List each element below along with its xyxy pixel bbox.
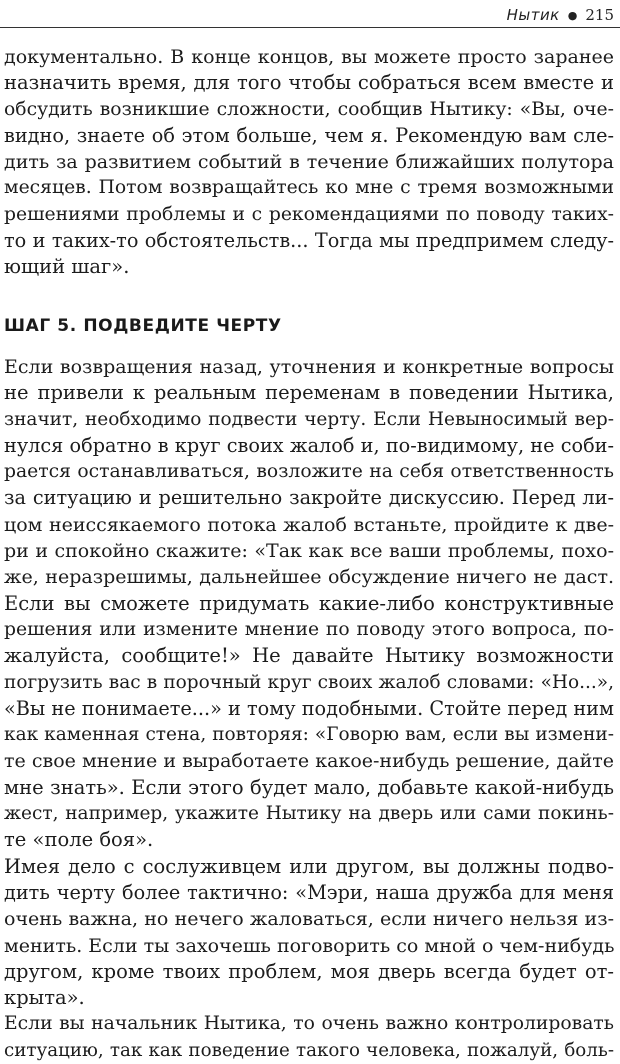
text-line: же, неразрешимы, дальнейшее обсуждение ничего не даст.	[4, 566, 614, 589]
intro-paragraph	[4, 44, 614, 281]
text-line: видно, знаете об этом больше, чем я. Рекомендую вам сле-	[4, 123, 614, 147]
text-line: очень важна, но нечего жаловаться, если ничего нельзя из-	[4, 908, 614, 931]
text-line: рается останавливаться, возложите на себя ответственность	[4, 461, 614, 483]
text-line: Если вы начальник Нытика, то очень важно контролировать	[4, 1013, 614, 1035]
text-line: месяцев. Потом возвращайтесь ко мне с тремя возможными	[4, 177, 614, 199]
section-heading: ШАГ 5. ПОДВЕДИТЕ ЧЕРТУ	[4, 316, 282, 336]
header-rule	[0, 27, 620, 28]
text-line: мне знать». Если этого будет мало, добавьте какой-нибудь	[4, 775, 614, 799]
text-line: документально. В конце концов, вы можете просто заранее	[4, 46, 614, 68]
text-line: ющий шаг».	[4, 255, 130, 279]
bullet-icon: ●	[567, 8, 578, 22]
page-number: 215	[585, 6, 614, 24]
text-line: те «поле боя».	[4, 828, 154, 852]
text-line: менить. Если ты захочешь поговорить со мной о чем-нибудь	[4, 934, 615, 957]
text-line: ситуацию, так как поведение такого человека, пожалуй, боль-	[4, 1039, 614, 1061]
text-line: дить черту более тактично: «Мэри, наша дружба для меня	[4, 880, 614, 904]
text-line: не привели к реальным переменам в поведении Нытика,	[4, 381, 614, 405]
text-line: дить за развитием событий в течение ближайших полутора	[4, 151, 614, 174]
running-header	[507, 2, 614, 28]
running-head-title: Нытик	[506, 6, 560, 24]
text-line: решения или измените мнение по поводу этого вопроса, по-	[4, 618, 614, 640]
text-line: назначить время, для того чтобы собраться всем вместе и	[4, 71, 614, 95]
text-line: те свое мнение и выработаете какое-нибудь решение, дайте	[4, 750, 614, 773]
text-line: погрузить вас в порочный круг своих жалоб словами: «Но...»,	[4, 671, 614, 693]
text-line: Имея дело с сослуживцем или другом, вы должны подво-	[4, 854, 614, 878]
text-line: как каменная стена, повторяя: «Говорю вам, если вы измени-	[4, 724, 614, 746]
text-line: Если вы сможете придумать какие-либо конструктивные	[4, 591, 614, 615]
text-line: Если возвращения назад, уточнения и конкретные вопросы	[4, 356, 614, 378]
text-line: ри и спокойно скажите: «Так как все ваши проблемы, похо-	[4, 540, 614, 563]
text-line: другом, кроме твоих проблем, моя дверь всегда будет от-	[4, 959, 614, 983]
text-line: обсудить возникшие сложности, сообщив Нытику: «Вы, оче-	[4, 98, 614, 120]
text-line: цом неиссякаемого потока жалоб встаньте, пройдите к две-	[4, 513, 614, 536]
text-line: крыта».	[4, 986, 85, 1010]
text-line: нулся обратно в круг своих жалоб и, по-видимому, не соби-	[4, 433, 614, 457]
text-line: решениями проблемы и с рекомендациями по поводу таких-	[4, 203, 614, 225]
text-line: за ситуацию и решительно закройте дискуссию. Перед ли-	[4, 486, 614, 510]
text-line: жест, например, укажите Нытику на дверь или сами покинь-	[4, 803, 614, 825]
text-line: «Вы не понимаете...» и тому подобными. Стойте перед ним	[4, 696, 614, 720]
text-line: значит, необходимо подвести черту. Если Невыносимый вер-	[4, 408, 614, 430]
text-line: то и таких-то обстоятельств... Тогда мы предпримем следу-	[4, 229, 614, 253]
text-line: жалуйста, сообщите!» Не давайте Нытику возможности	[4, 644, 614, 668]
section-body	[4, 354, 614, 1064]
